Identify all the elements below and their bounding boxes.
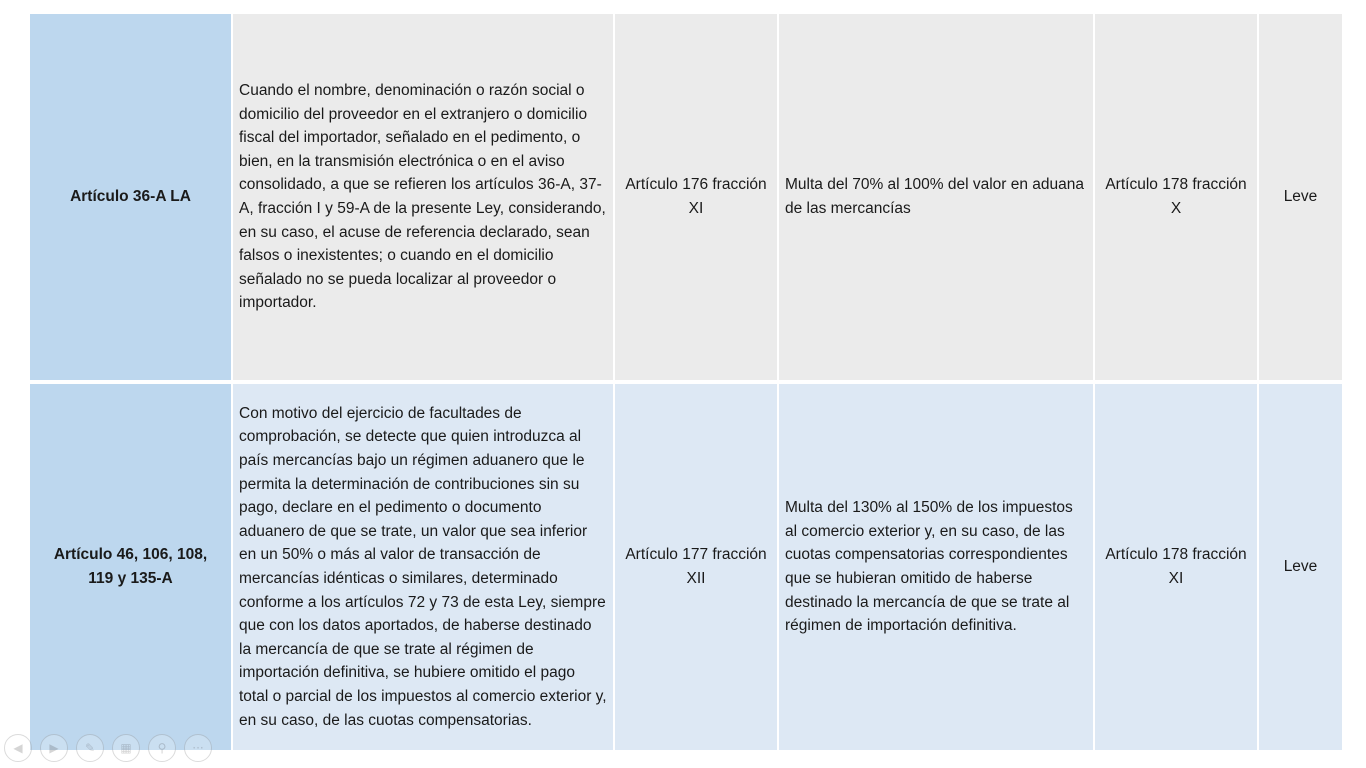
- infraction-article-cell: Artículo 177 fracción XII: [614, 382, 778, 750]
- zoom-icon[interactable]: ⚲: [148, 734, 176, 762]
- infraction-article-cell: Artículo 176 fracción XI: [614, 14, 778, 382]
- slideshow-controls: [4, 734, 212, 764]
- sanction-article-cell: Artículo 178 fracción X: [1094, 14, 1258, 382]
- article-cell: Artículo 46, 106, 108, 119 y 135-A: [29, 382, 232, 750]
- pen-icon[interactable]: ✎: [76, 734, 104, 762]
- infractions-table: [28, 14, 1344, 750]
- more-options-icon[interactable]: ···: [184, 734, 212, 762]
- article-cell: Artículo 36-A LA: [29, 14, 232, 382]
- description-cell: Con motivo del ejercicio de facultades de comprobación, se detecte que quien introduzca al país mercancías bajo un régimen aduanero que le permita la determinación de contribuciones sin su pago, declare en el pedimento o documento aduanero de que se trate, un valor que sea inferior en un 50% o más al valor de transacción de mercancías idénticas o similares, determinado conforme a los artículos 72 y 73 de esta Ley, siempre que con los datos aportados, de haberse destinado la mercancía de que se trate al régimen de importación definitiva, se hubiere omitido el pago total o parcial de los impuestos al comercio exterior y, en su caso, de las cuotas compensatorias.: [232, 382, 614, 750]
- previous-slide-icon[interactable]: ◀: [4, 734, 32, 762]
- table-row: [29, 382, 1343, 750]
- table-row: [29, 14, 1343, 382]
- severity-cell: Leve: [1258, 14, 1343, 382]
- severity-cell: Leve: [1258, 382, 1343, 750]
- sanction-cell: Multa del 70% al 100% del valor en aduana de las mercancías: [778, 14, 1094, 382]
- next-slide-icon[interactable]: ▶: [40, 734, 68, 762]
- description-cell: Cuando el nombre, denominación o razón social o domicilio del proveedor en el extranjero o domicilio fiscal del importador, señalado en el pedimento, o bien, en la transmisión electrónica o en el aviso consolidado, a que se refieren los artículos 36-A, 37-A, fracción I y 59-A de la presente Ley, considerando, en su caso, el acuse de referencia declarado, sean falsos o inexistentes; o cuando en el domicilio señalado no se pueda localizar al proveedor o importador.: [232, 14, 614, 382]
- sanction-article-cell: Artículo 178 fracción XI: [1094, 382, 1258, 750]
- sanction-cell: Multa del 130% al 150% de los impuestos al comercio exterior y, en su caso, de las cuotas compensatorias correspondientes que se hubieran omitido de haberse destinado la mercancía de que se trate al régimen de importación definitiva.: [778, 382, 1094, 750]
- slides-grid-icon[interactable]: ▦: [112, 734, 140, 762]
